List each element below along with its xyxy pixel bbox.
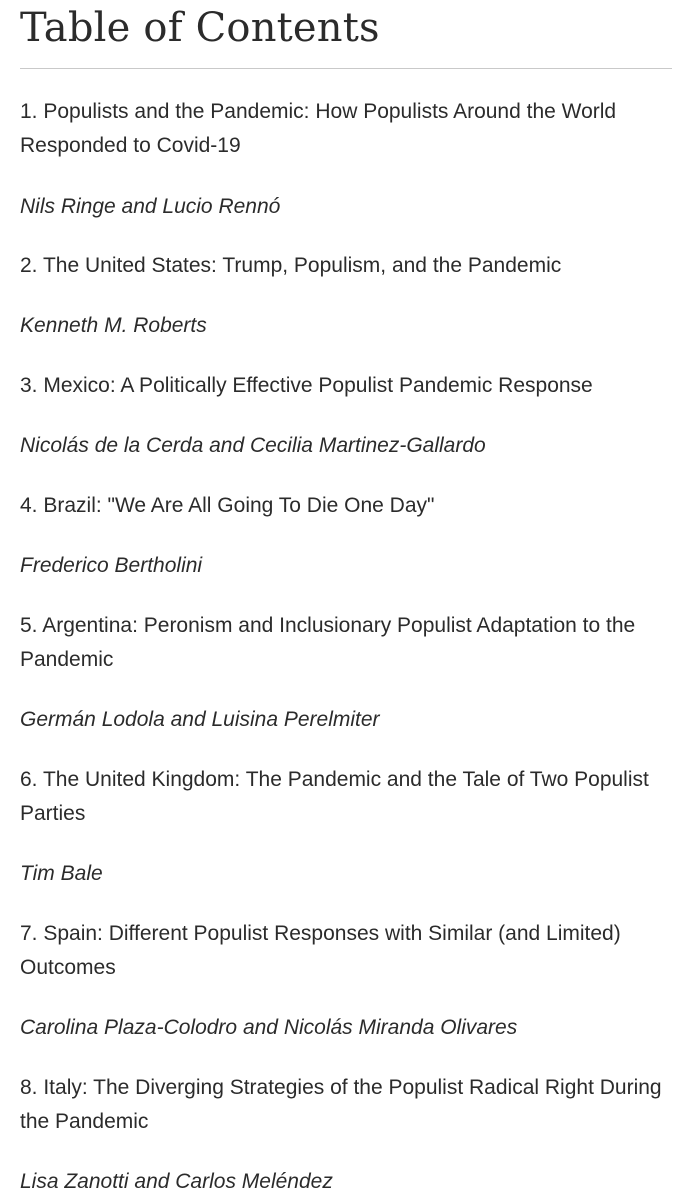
chapter-title-1[interactable]: 1. Populists and the Pandemic: How Populists Around the World Responded to Covid-19	[20, 100, 617, 157]
chapter-authors-3: Nicolás de la Cerda and Cecilia Martinez-Gallardo	[20, 434, 486, 457]
chapter-authors-4: Frederico Bertholini	[20, 554, 203, 577]
chapter-authors-6: Tim Bale	[20, 862, 103, 885]
chapter-authors-1: Nils Ringe and Lucio Rennó	[20, 195, 281, 218]
chapter-authors-7: Carolina Plaza-Colodro and Nicolás Miranda Olivares	[20, 1016, 518, 1039]
chapter-title-7[interactable]: 7. Spain: Different Populist Responses with Similar (and Limited) Outcomes	[20, 922, 621, 979]
title-divider	[20, 68, 672, 69]
chapter-title-6[interactable]: 6. The United Kingdom: The Pandemic and the Tale of Two Populist Parties	[20, 768, 649, 825]
page-title: Table of Contents	[20, 5, 380, 51]
chapter-title-8[interactable]: 8. Italy: The Diverging Strategies of the Populist Radical Right During the Pandemic	[20, 1076, 662, 1133]
chapter-authors-8: Lisa Zanotti and Carlos Meléndez	[20, 1170, 333, 1193]
chapter-title-3[interactable]: 3. Mexico: A Politically Effective Populist Pandemic Response	[20, 374, 593, 397]
chapter-title-2[interactable]: 2. The United States: Trump, Populism, and the Pandemic	[20, 254, 562, 277]
chapter-title-4[interactable]: 4. Brazil: "We Are All Going To Die One Day"	[20, 494, 435, 517]
chapter-title-5[interactable]: 5. Argentina: Peronism and Inclusionary Populist Adaptation to the Pandemic	[20, 614, 636, 671]
chapter-authors-5: Germán Lodola and Luisina Perelmiter	[20, 708, 380, 731]
chapter-authors-2: Kenneth M. Roberts	[20, 314, 207, 337]
